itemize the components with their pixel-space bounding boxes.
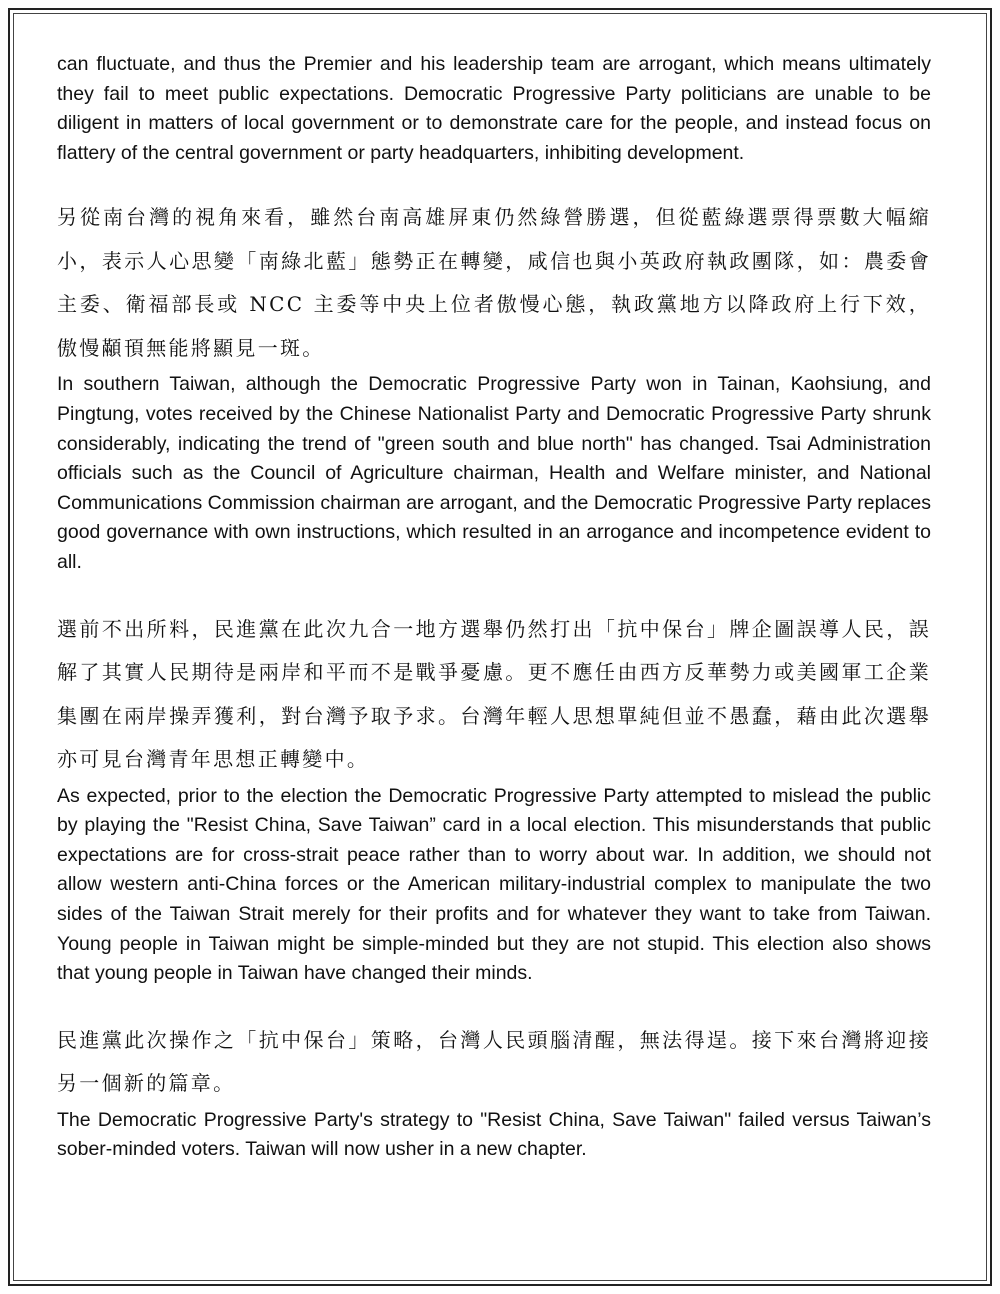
section-3-paragraph-en: The Democratic Progressive Party's strategy to "Resist China, Save Taiwan" failed versus Taiwan’s sober-minded voters. Taiwan will now usher in a new chapter. [57, 1108, 931, 1161]
section-1-paragraph-en: In southern Taiwan, although the Democratic Progressive Party won in Tainan, Kaohsiung, and Pingtung, votes received by the Chinese Nationalist Party and Democratic Progressive Party shrunk considerably, indicating the trend of "green south and blue north" has changed. Tsai Administration officials such as the Council of Agriculture chairman, Health and Welfare minister, and National Communications Commission chairman are arrogant, and the Democratic Progressive Party replaces good governance with own instructions, which resulted in an arrogance and incompetence evident to all. [57, 373, 931, 573]
section-3-paragraph-zh: 民進黨此次操作之「抗中保台」策略，台灣人民頭腦清醒，無法得逞。接下來台灣將迎接另一個新的篇章。 [57, 1027, 931, 1096]
section-1-paragraph-zh: 另從南台灣的視角來看，雖然台南高雄屏東仍然綠營勝選，但從藍綠選票得票數大幅縮小，表示人心思變「南綠北藍」態勢正在轉變，咸信也與小英政府執政團隊，如：農委會主委、衛福部長或 NCC 主委等中央上位者傲慢心態，執政黨地方以降政府上行下效，傲慢顢頇無能將顯見一斑。 [57, 205, 931, 360]
document-body [57, 50, 931, 1165]
section-gap [57, 168, 931, 196]
section-2-paragraph-en: As expected, prior to the election the Democratic Progressive Party attempted to mislead the public by playing the "Resist China, Save Taiwan” card in a local election. This misunderstands that public expectations are for cross-strait peace rather than to worry about war. In addition, we should not allow western anti-China forces or the American military-industrial complex to manipulate the two sides of the Taiwan Strait merely for their profits and for whatever they want to take from Taiwan. Young people in Taiwan might be simple-minded but they are not stupid. This election also shows that young people in Taiwan have changed their minds. [57, 784, 931, 985]
section-2-paragraph-zh: 選前不出所料，民進黨在此次九合一地方選舉仍然打出「抗中保台」牌企圖誤導人民，誤解了其實人民期待是兩岸和平而不是戰爭憂慮。更不應任由西方反華勢力或美國軍工企業集團在兩岸操弄獲利，對台灣予取予求。台灣年輕人思想單純但並不愚蠢，藉由此次選舉亦可見台灣青年思想正轉變中。 [57, 616, 931, 772]
section-gap [57, 578, 931, 608]
intro-paragraph-en: can fluctuate, and thus the Premier and his leadership team are arrogant, which means ultimately they fail to meet public expectations. Democratic Progressive Party politicians are unable to be diligent in matters of local government or to demonstrate care for the people, and instead focus on flattery of the central government or party headquarters, inhibiting development. [57, 53, 931, 164]
section-gap [57, 989, 931, 1019]
